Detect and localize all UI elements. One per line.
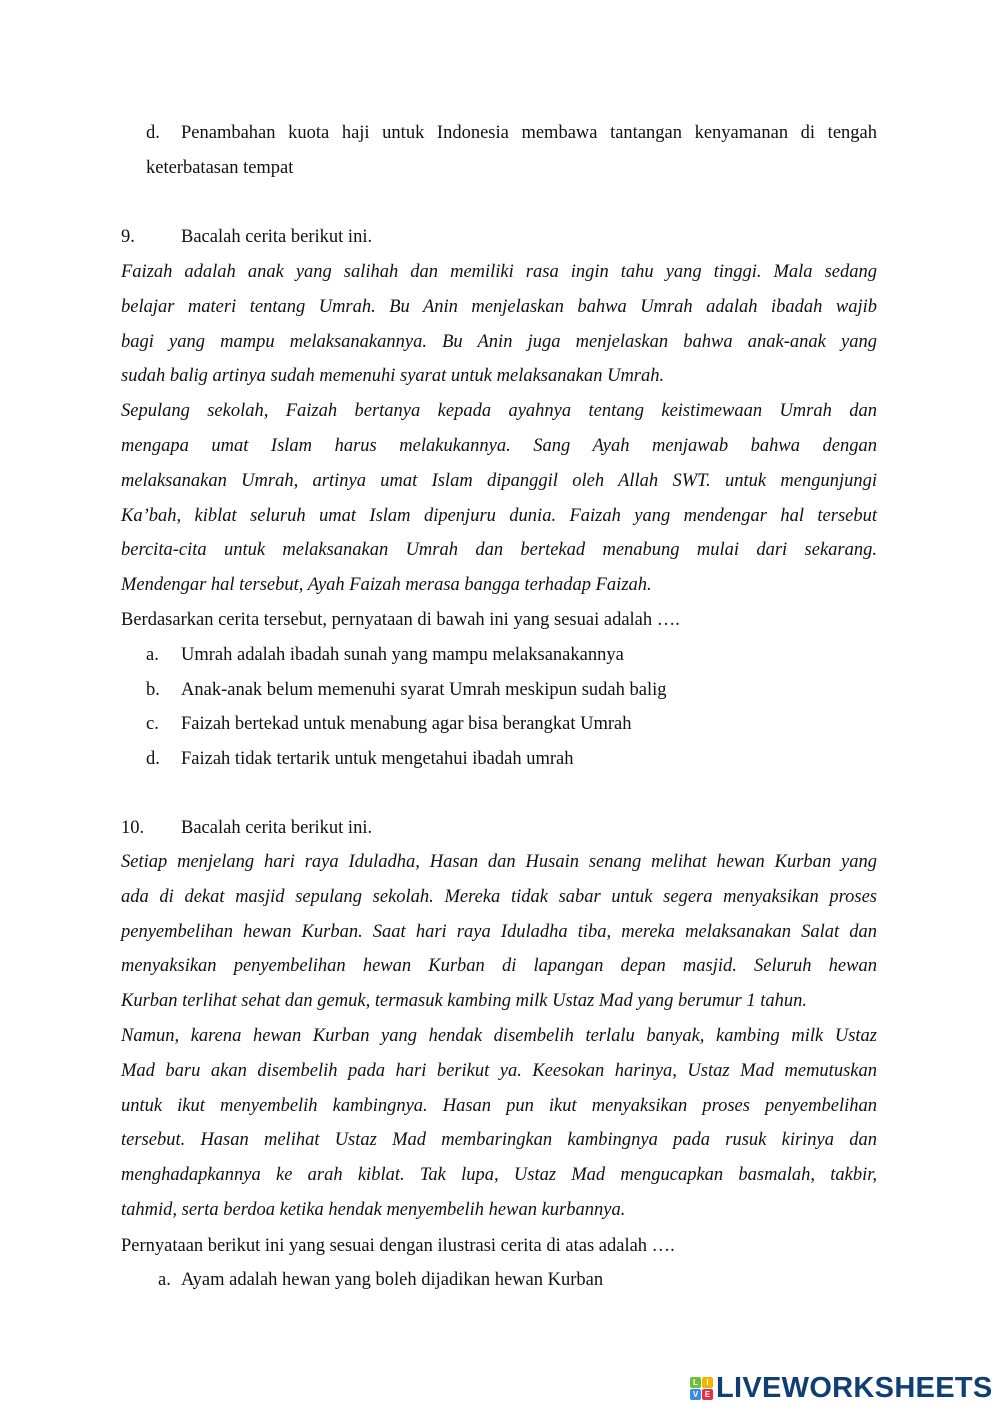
- option-text: Anak-anak belum memenuhi syarat Umrah meskipun sudah balig: [181, 679, 667, 700]
- option-letter: d.: [146, 748, 160, 769]
- option-text: Faizah tidak tertarik untuk mengetahui ibadah umrah: [181, 748, 574, 769]
- story-line: Setiap menjelang hari raya Iduladha, Hasan dan Husain senang melihat hewan Kurban yang: [121, 852, 877, 872]
- option-letter: b.: [146, 679, 160, 700]
- story-line: sudah balig artinya sudah memenuhi syarat untuk melaksanakan Umrah.: [121, 366, 665, 387]
- story-line: bagi yang mampu melaksanakannya. Bu Anin juga menjelaskan bahwa anak-anak yang: [121, 331, 877, 352]
- logo-letter: V: [690, 1389, 701, 1400]
- option-letter: c.: [146, 714, 159, 734]
- option-text: Ayam adalah hewan yang boleh dijadikan hewan Kurban: [181, 1270, 604, 1290]
- logo-letter: E: [702, 1389, 713, 1400]
- question-number: 10.: [121, 818, 145, 838]
- story-line: Namun, karena hewan Kurban yang hendak disembelih terlalu banyak, kambing milk Ustaz: [121, 1026, 877, 1046]
- story-line: Faizah adalah anak yang salihah dan memiliki rasa ingin tahu yang tinggi. Mala sedang: [121, 262, 877, 282]
- story-line: penyembelihan hewan Kurban. Saat hari raya Iduladha tiba, mereka melaksanakan Salat dan: [121, 921, 877, 942]
- logo-letter: I: [702, 1377, 713, 1388]
- story-line: Mad baru akan disembelih pada hari berikut ya. Keesokan harinya, Ustaz Mad memutuskan: [121, 1060, 877, 1081]
- option-text: Faizah bertekad untuk menabung agar bisa berangkat Umrah: [181, 714, 632, 734]
- live-blocks-icon: [690, 1377, 713, 1400]
- story-line: menghadapkannya ke arah kiblat. Tak lupa, Ustaz Mad mengucapkan basmalah, takbir,: [121, 1165, 877, 1186]
- logo-letter: L: [690, 1377, 701, 1388]
- option-text-cont: keterbatasan tempat: [146, 158, 294, 178]
- story-line: tersebut. Hasan melihat Ustaz Mad membaringkan kambingnya pada rusuk kirinya dan: [121, 1130, 877, 1151]
- q9-question: Berdasarkan cerita tersebut, pernyataan di bawah ini yang sesuai adalah ….: [121, 610, 680, 630]
- option-letter: a.: [158, 1270, 171, 1290]
- story-line: ada di dekat masjid sepulang sekolah. Mereka tidak sabar untuk segera menyaksikan proses: [121, 886, 877, 907]
- q10-question: Pernyataan berikut ini yang sesuai dengan ilustrasi cerita di atas adalah ….: [121, 1236, 675, 1256]
- option-letter: d.: [146, 123, 160, 143]
- q10-heading: [121, 817, 877, 839]
- story-line: Kurban terlihat sehat dan gemuk, termasuk kambing milk Ustaz Mad yang berumur 1 tahun.: [121, 991, 807, 1012]
- q9-heading: [121, 226, 877, 248]
- question-intro: Bacalah cerita berikut ini.: [181, 818, 373, 838]
- story-line: melaksanakan Umrah, artinya umat Islam dipanggil oleh Allah SWT. untuk mengunjungi: [121, 470, 877, 491]
- story-line: Sepulang sekolah, Faizah bertanya kepada ayahnya tentang keistimewaan Umrah dan: [121, 401, 877, 422]
- option-text: Penambahan kuota haji untuk Indonesia membawa tantangan kenyamanan di tengah: [181, 123, 877, 143]
- story-line: menyaksikan penyembelihan hewan Kurban di lapangan depan masjid. Seluruh hewan: [121, 956, 877, 977]
- story-line: Ka’bah, kiblat seluruh umat Islam dipenjuru dunia. Faizah yang mendengar hal tersebut: [121, 505, 877, 526]
- option-letter: a.: [146, 645, 159, 665]
- story-line: Mendengar hal tersebut, Ayah Faizah merasa bangga terhadap Faizah.: [121, 575, 652, 596]
- question-number: 9.: [121, 227, 135, 247]
- option-text: Umrah adalah ibadah sunah yang mampu melaksanakannya: [181, 645, 624, 665]
- story-line: belajar materi tentang Umrah. Bu Anin menjelaskan bahwa Umrah adalah ibadah wajib: [121, 296, 877, 317]
- story-line: mengapa umat Islam harus melakukannya. Sang Ayah menjawab bahwa dengan: [121, 436, 877, 456]
- liveworksheets-logo: [690, 1372, 993, 1405]
- story-line: tahmid, serta berdoa ketika hendak menyembelih hewan kurbannya.: [121, 1200, 626, 1220]
- story-line: untuk ikut menyembelih kambingnya. Hasan pun ikut menyaksikan proses penyembelihan: [121, 1095, 877, 1116]
- logo-text: LIVEWORKSHEETS: [716, 1372, 993, 1404]
- question-intro: Bacalah cerita berikut ini.: [181, 227, 373, 247]
- story-line: bercita-cita untuk melaksanakan Umrah dan bertekad menabung mulai dari sekarang.: [121, 540, 877, 561]
